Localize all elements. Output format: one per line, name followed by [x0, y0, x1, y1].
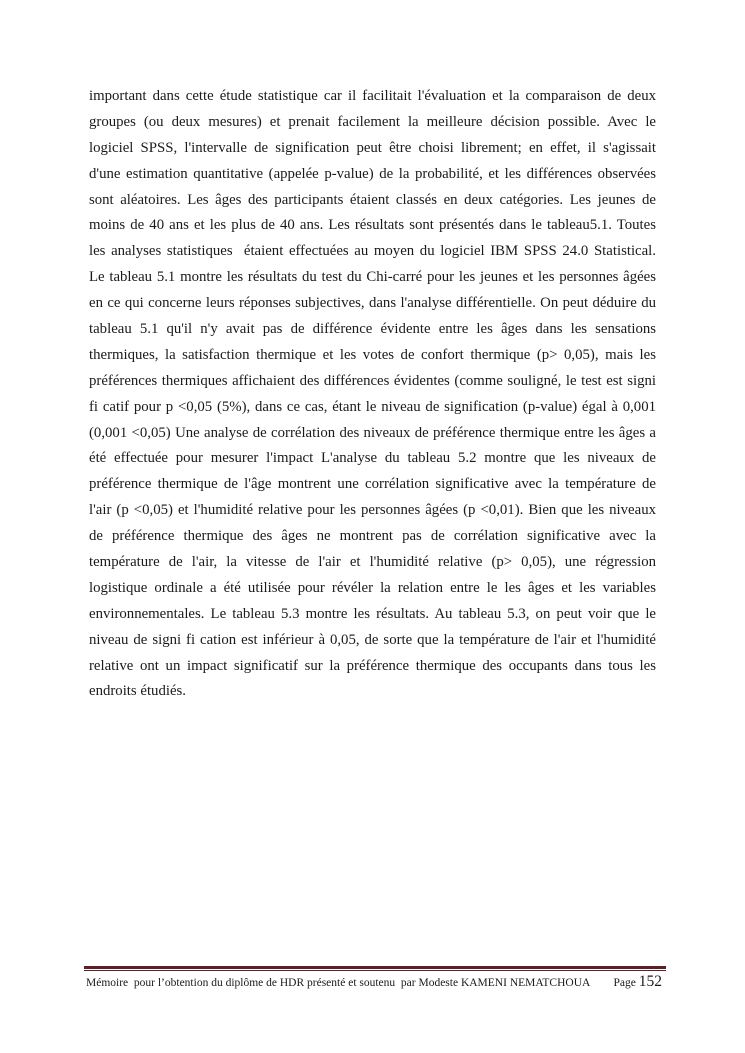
paragraph-line: en ce qui concerne leurs réponses subjectives, dans l'analyse différentielle. On peut déduire du	[89, 295, 656, 312]
paragraph-line: logistique ordinale a été utilisée pour révéler la relation entre le les âges et les variables	[89, 579, 656, 596]
paragraph-line: environnementales. Le tableau 5.3 montre les résultats. Au tableau 5.3, on peut voir que le	[89, 605, 656, 622]
paragraph-line: groupes (ou deux mesures) et prenait facilement la meilleure décision possible. Avec le	[89, 113, 656, 130]
paragraph-line: (0,001 <0,05) Une analyse de corrélation des niveaux de préférence thermique entre les âges a	[89, 424, 656, 441]
footer	[86, 973, 662, 991]
paragraph-line: important dans cette étude statistique car il facilitait l'évaluation et la comparaison de deux	[89, 88, 656, 104]
paragraph-line: préférences thermiques affichaient des différences évidentes (comme souligné, le test est signi	[89, 372, 656, 389]
paragraph-line: logiciel SPSS, l'intervalle de signification peut être choisi librement; en effet, il s'agissait	[89, 139, 656, 156]
paragraph-line: Le tableau 5.1 montre les résultats du test du Chi-carré pour les jeunes et les personnes âgées	[89, 269, 656, 286]
paragraph-line: préférence thermique de l'âge montrent une corrélation significative avec la température de	[89, 476, 656, 493]
footer-page-label: Page	[613, 977, 639, 989]
paragraph-line: de préférence thermique des âges ne montrent pas de corrélation significative avec la	[89, 528, 656, 545]
footer-page-number-group	[614, 973, 662, 991]
footer-rule	[84, 966, 666, 971]
paragraph	[89, 84, 656, 705]
paragraph-line: tableau 5.1 qu'il n'y avait pas de différence évidente entre les âges dans les sensations	[89, 321, 656, 338]
paragraph-line: moins de 40 ans et les plus de 40 ans. Les résultats sont présentés dans le tableau5.1. Toutes	[89, 217, 656, 234]
paragraph-line: niveau de signi fi cation est inférieur à 0,05, de sorte que la température de l'air et l'humidité	[89, 631, 656, 648]
paragraph-line: été effectuée pour mesurer l'impact L'analyse du tableau 5.2 montre que les niveaux de	[89, 450, 656, 467]
footer-page-number: 152	[638, 973, 662, 990]
paragraph-line: l'air (p <0,05) et l'humidité relative pour les personnes âgées (p <0,01). Bien que les niveaux	[89, 502, 656, 519]
paragraph-line: fi catif pour p <0,05 (5%), dans ce cas, étant le niveau de signification (p-value) égal à 0,001	[89, 398, 656, 415]
footer-text: Mémoire pour l’obtention du diplôme de HDR présenté et soutenu par Modeste KAMENI NEMATCHOUA	[86, 977, 591, 989]
paragraph-line: température de l'air, la vitesse de l'air et l'humidité relative (p> 0,05), une régression	[89, 554, 656, 571]
paragraph-line: relative ont un impact significatif sur la préférence thermique des occupants dans tous les	[89, 657, 656, 674]
paragraph-line: endroits étudiés.	[89, 683, 186, 700]
paragraph-line: thermiques, la satisfaction thermique et les votes de confort thermique (p> 0,05), mais les	[89, 346, 656, 363]
paragraph-line: sont aléatoires. Les âges des participants étaient classés en deux catégories. Les jeunes de	[89, 191, 656, 208]
paragraph-line: les analyses statistiques étaient effectuées au moyen du logiciel IBM SPSS 24.0 Statistical.	[89, 243, 656, 260]
paragraph-line: d'une estimation quantitative (appelée p-value) de la probabilité, et les différences observées	[89, 165, 656, 182]
